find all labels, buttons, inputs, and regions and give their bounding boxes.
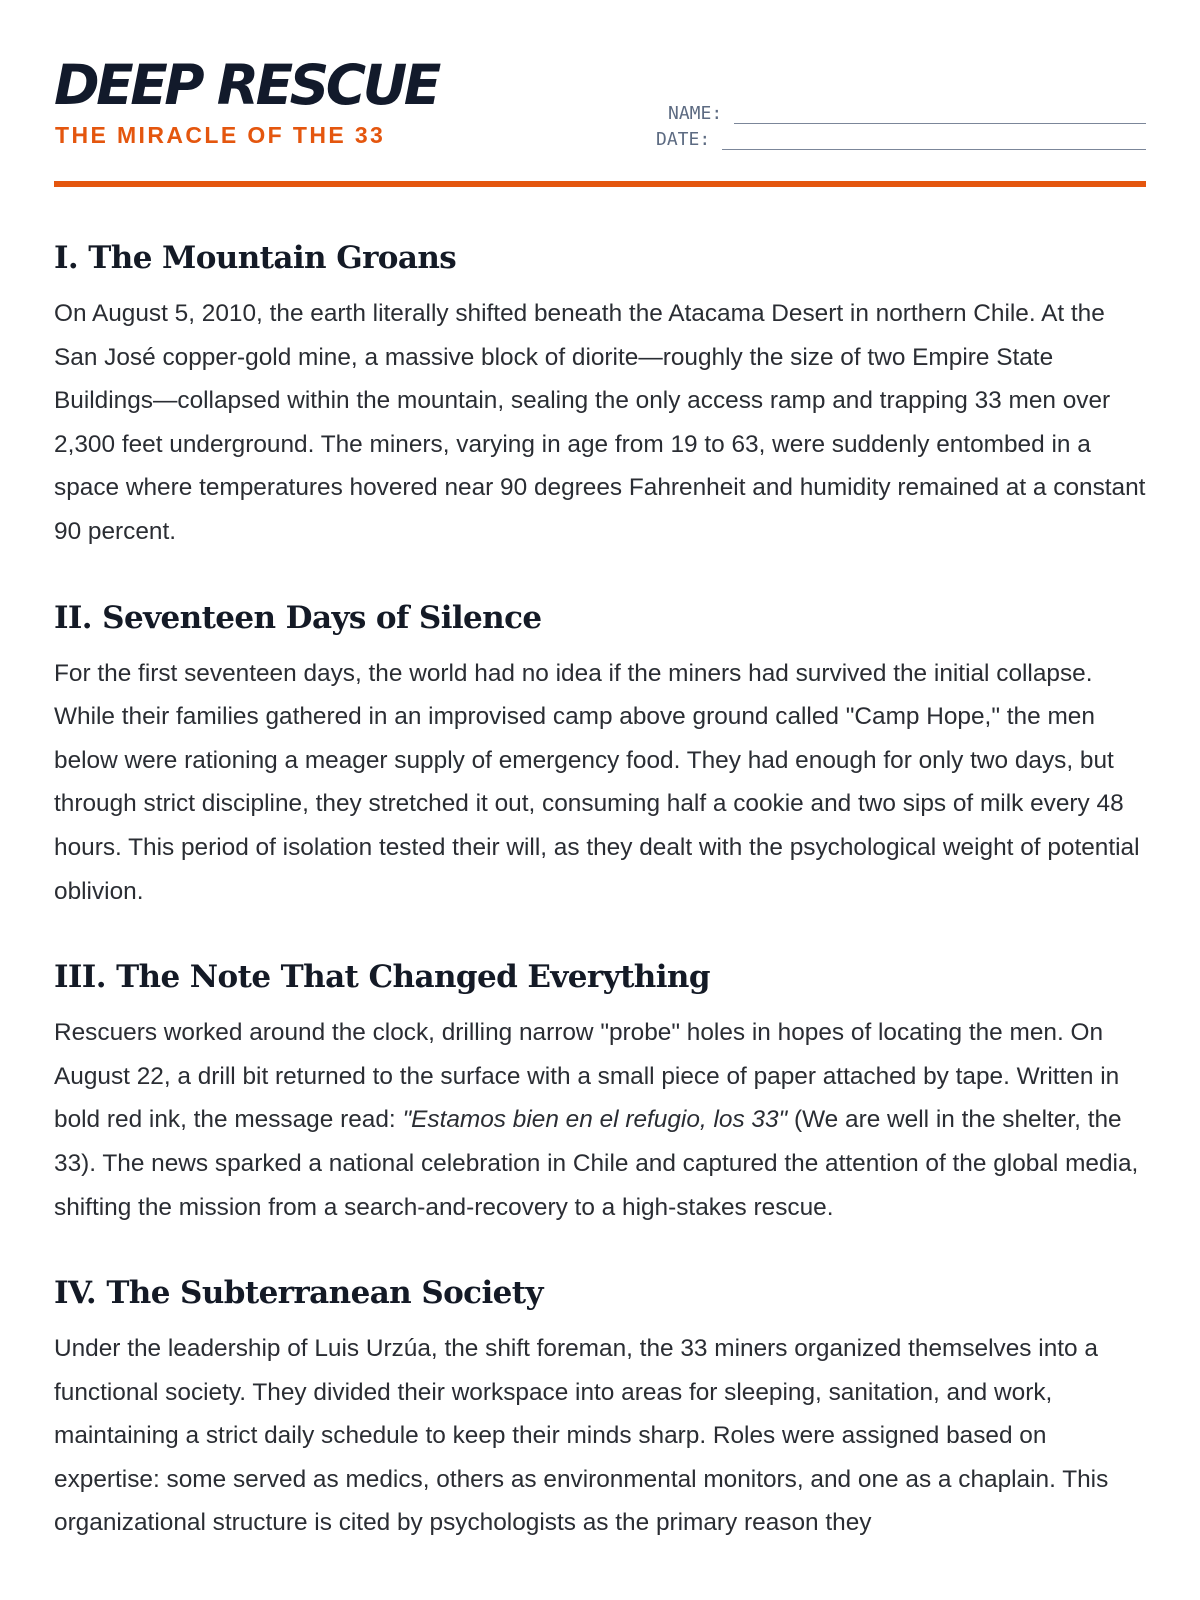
section-body: For the first seventeen days, the world had no idea if the miners had survived the initial collapse. While their families gathered in an improvised camp above ground called "Camp Hope," the men below were rationing a meager supply of emergency food. They had enough for only two days, but through strict discipline, they stretched it out, consuming half a cookie and two sips of milk every 48 hours. This period of isolation tested their will, as they dealt with the psychological weight of potential oblivion.	[54, 659, 1140, 905]
section-seventeen-days	[54, 598, 1146, 914]
name-write-line[interactable]	[734, 104, 1146, 124]
section-body	[54, 1011, 1146, 1229]
name-field[interactable]	[656, 98, 1146, 124]
section-heading: I. The Mountain Groans	[54, 240, 457, 276]
date-label: DATE:	[656, 129, 711, 150]
miners-note-quote: "Estamos bien en el refugio, los 33"	[402, 1106, 788, 1134]
date-write-line[interactable]	[722, 130, 1146, 150]
section-heading: III. The Note That Changed Everything	[54, 959, 710, 996]
section-subterranean-society	[54, 1273, 1146, 1545]
worksheet-header	[54, 0, 1146, 188]
student-info-fields	[656, 98, 1146, 150]
header-divider	[54, 181, 1146, 187]
document-title: DEEP RESCUE	[54, 53, 438, 117]
name-label: NAME:	[668, 103, 723, 124]
section-the-note	[54, 957, 1146, 1229]
section-heading: II. Seventeen Days of Silence	[54, 599, 542, 636]
section-body: On August 5, 2010, the earth literally shifted beneath the Atacama Desert in northern Chile. At the San José copper-gold mine, a massive block of diorite—roughly the size of two Empire State Buildings—collapsed within the mountain, sealing the only access ramp and trapping 33 men over 2,300 feet underground. The miners, varying in age from 19 to 63, were suddenly entombed in a space where temperatures hovered near 90 degrees Fahrenheit and humidity remained at a constant 90 percent.	[54, 300, 1146, 545]
section-body: Under the leadership of Luis Urzúa, the shift foreman, the 33 miners organized themselves into a functional society. They divided their workspace into areas for sleeping, sanitation, and work, maintaining a strict daily schedule to keep their minds sharp. Roles were assigned based on expertise: some served as medics, others as environmental monitors, and one as a chaplain. This organizational structure is cited by psychologists as the primary reason they	[54, 1335, 1109, 1537]
date-field[interactable]	[656, 124, 1146, 150]
article-content	[54, 188, 1146, 1545]
section-heading: IV. The Subterranean Society	[54, 1275, 543, 1312]
body-text-after-quote: (We are well in the shelter, the 33). The news sparked a national celebration in Chile and captured the attention of the global media, shifting the mission from a search-and-recovery to a high-stakes rescue.	[54, 1106, 1139, 1221]
body-text-before-quote: Rescuers worked around the clock, drilling narrow "probe" holes in hopes of locating the men. On August 22, a drill bit returned to the surface with a small piece of paper attached by tape. Written in bold red ink, the message read:	[54, 1019, 1120, 1134]
document-subtitle: THE MIRACLE OF THE 33	[55, 122, 386, 148]
section-mountain-groans	[54, 238, 1146, 554]
